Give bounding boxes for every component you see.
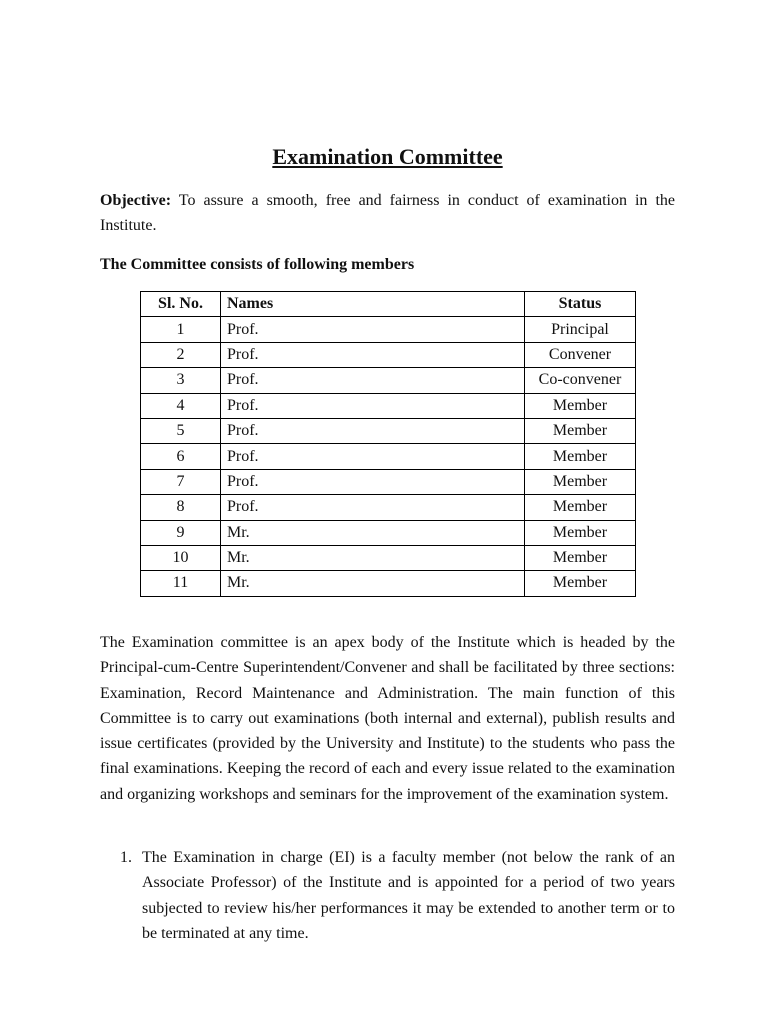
cell-name: Prof.	[221, 444, 525, 469]
table-row	[141, 317, 636, 342]
cell-sl-no: 6	[141, 444, 221, 469]
cell-name: Prof.	[221, 393, 525, 418]
list-item-text: The Examination in charge (EI) is a faculty member (not below the rank of an Associate Professor) of the Institute and is appointed for a period of two years subjected to review his/her performances it may be extended to another term or to be terminated at any time.	[142, 849, 675, 942]
header-sl-no: Sl. No.	[141, 292, 221, 317]
cell-sl-no: 7	[141, 469, 221, 494]
table-header-row	[141, 292, 636, 317]
table-row	[141, 444, 636, 469]
cell-name: Mr.	[221, 545, 525, 570]
objective-text: To assure a smooth, free and fairness in conduct of examination in the Institute.	[100, 192, 675, 234]
cell-status: Member	[525, 444, 636, 469]
cell-status: Member	[525, 418, 636, 443]
cell-status: Member	[525, 520, 636, 545]
document-title: Examination Committee	[272, 144, 503, 169]
committee-description-paragraph: The Examination committee is an apex body of the Institute which is headed by the Principal-cum-Centre Superintendent/Convener and shall be facilitated by three sections: Examination, Record Maintenance and Administration. The main function of this Committee is to carry out examinations (both internal and external), publish results and issue certificates (provided by the University and Institute) to the students who pass the final examinations. Keeping the record of each and every issue related to the examination and organizing workshops and seminars for the improvement of the examination system.	[100, 634, 675, 803]
header-names: Names	[221, 292, 525, 317]
cell-sl-no: 10	[141, 545, 221, 570]
cell-name: Prof.	[221, 469, 525, 494]
objective-paragraph	[100, 188, 675, 238]
cell-name: Mr.	[221, 571, 525, 596]
cell-status: Convener	[525, 342, 636, 367]
cell-sl-no: 3	[141, 368, 221, 393]
cell-status: Member	[525, 571, 636, 596]
table-row	[141, 495, 636, 520]
cell-status: Member	[525, 469, 636, 494]
cell-sl-no: 8	[141, 495, 221, 520]
cell-name: Mr.	[221, 520, 525, 545]
cell-sl-no: 9	[141, 520, 221, 545]
cell-sl-no: 1	[141, 317, 221, 342]
cell-status: Member	[525, 393, 636, 418]
cell-status: Principal	[525, 317, 636, 342]
cell-status: Member	[525, 495, 636, 520]
table-row	[141, 469, 636, 494]
numbered-list	[100, 845, 675, 946]
cell-sl-no: 11	[141, 571, 221, 596]
table-row	[141, 393, 636, 418]
cell-sl-no: 4	[141, 393, 221, 418]
cell-name: Prof.	[221, 368, 525, 393]
cell-name: Prof.	[221, 495, 525, 520]
table-row	[141, 520, 636, 545]
members-heading: The Committee consists of following members	[100, 256, 415, 273]
cell-sl-no: 5	[141, 418, 221, 443]
table-row	[141, 342, 636, 367]
cell-name: Prof.	[221, 317, 525, 342]
objective-label: Objective:	[100, 192, 172, 209]
list-item-number: 1.	[120, 849, 132, 866]
table-row	[141, 368, 636, 393]
table-row	[141, 545, 636, 570]
list-item	[100, 845, 675, 946]
cell-name: Prof.	[221, 418, 525, 443]
cell-name: Prof.	[221, 342, 525, 367]
members-table	[140, 291, 636, 597]
table-row	[141, 571, 636, 596]
cell-status: Member	[525, 545, 636, 570]
table-row	[141, 418, 636, 443]
cell-sl-no: 2	[141, 342, 221, 367]
header-status: Status	[525, 292, 636, 317]
cell-status: Co-convener	[525, 368, 636, 393]
